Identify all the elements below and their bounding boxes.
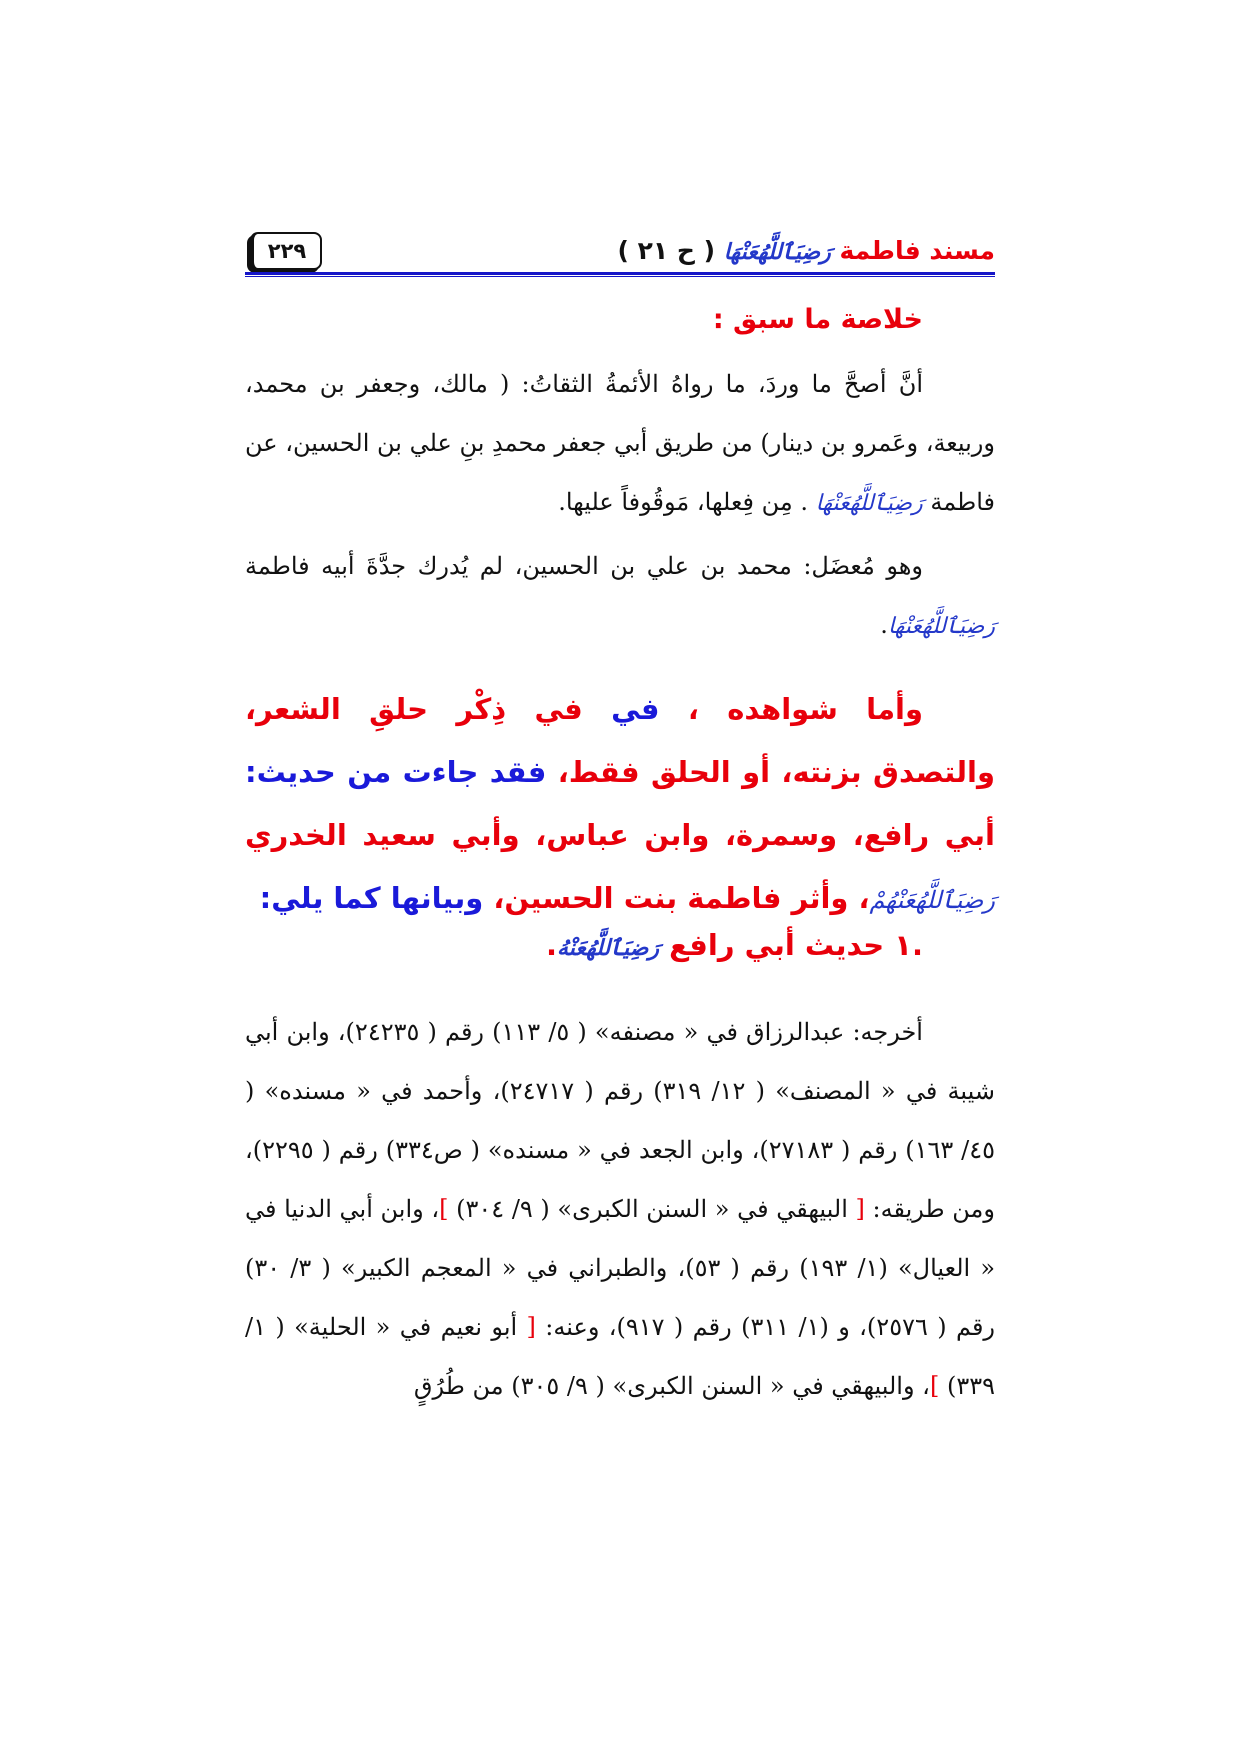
witnesses-block [245,678,995,932]
witnesses-part7: وبيانها كما يلي: [259,881,484,915]
paragraph3-text5: ، والبيهقي في « السنن الكبرى» ( ٩/ ٣٠٥) من طُرُقٍ [413,1372,930,1400]
witnesses-part2: في ذِكْر حلقِ الشعر، والتصدق بزنته، أو الحلق فقط، [245,692,995,789]
hadith-heading [245,920,995,970]
witnesses-part1: وأما شواهده ، [687,692,923,726]
paragraph-mudal [245,537,995,656]
paragraph2-text: وهو مُعضَل: محمد بن علي بن الحسين، لم يُدرك جدَّةَ أبيه فاطمة [245,552,923,580]
paragraph3-text2: البيهقي في « السنن الكبرى» ( ٩/ ٣٠٤) [456,1195,848,1223]
header-volume: ( ح ٢١ ) [617,236,715,265]
paragraph3-text1: أخرجه: عبدالرزاق في « مصنفه» ( ٥/ ١١٣) رقم ( ٢٤٢٣٥)، وابن أبي شيبة في « المصنف» ( ١٢/ ٣١٩) رقم ( ٢٤٧١٧)، وأحمد في « مسنده» ( ٤٥/ ١٦٣) رقم ( ٢٧١٨٣)، وابن الجعد في « مسنده» ( ص٣٣٤) رقم ( ٢٢٩٥)، ومن طريقه: [245,1018,995,1223]
paragraph3-text4: أبو نعيم في « الحلية» ( ١/ ٣٣٩) [245,1313,995,1400]
bracket-open-2: [ [526,1313,536,1341]
hadith-heading-honorific: رَضِيَٱللَّهُعَنْهُ [556,936,659,961]
witnesses-part4: أبي رافع، وسمرة، وابن عباس، [535,818,995,852]
paragraph2-honorific: رَضِيَٱللَّهُعَنْهَا [887,614,995,639]
hadith-heading-text: حديث أبي رافع [669,928,885,962]
hadith-heading-number: .١ [894,928,923,962]
page-header [245,228,995,288]
hadith-heading-end: . [545,928,557,962]
paragraph-summary [245,355,995,533]
paragraph1-text: أنَّ أصحَّ ما وردَ، ما رواهُ الأئمةُ الثقاتُ: ( مالك، وجعفر بن محمد، وربيعة، وعَمرو بن دينار) من طريق أبي جعفر محمدِ بنِ علي بن الحسين، عن فاطمة [245,370,995,516]
paragraph1-end: . مِن فِعلها، مَوقُوفاً عليها. [558,488,809,516]
page-number: ٢٢٩ [250,232,322,270]
witnesses-part6: ، وأثر فاطمة بنت الحسين، [493,881,870,915]
header-title [617,236,995,265]
paragraph2-end: . [880,611,888,639]
bracket-open-1: [ [855,1195,865,1223]
paragraph3-text3: ، وابن أبي الدنيا في « العيال» (١/ ١٩٣) رقم ( ٥٣)، والطبراني في « المعجم الكبير» ( ٣/ ٣٠) رقم ( ٢٥٧٦)، و (١/ ٣١١) رقم ( ٩١٧)، وعنه: [245,1195,996,1341]
header-honorific: رَضِيَٱللَّهُعَنْهَا [723,240,831,265]
header-title-main: مسند فاطمة [839,236,995,265]
witnesses-part5: وأبي سعيد الخدري [245,818,520,852]
witnesses-honorific: رَضِيَٱللَّهُعَنْهُمْ [869,886,995,914]
header-rule [245,272,995,277]
bracket-close-2: ] [929,1372,940,1400]
paragraph-takhrij [245,1003,995,1416]
witnesses-part3: فقد جاءت من حديث: [245,755,547,789]
paragraph1-honorific: رَضِيَٱللَّهُعَنْهَا [815,491,923,516]
witnesses-part2-lead: في [611,692,660,726]
section-heading: خلاصة ما سبق : [712,304,923,335]
bracket-close-1: ] [439,1195,449,1223]
